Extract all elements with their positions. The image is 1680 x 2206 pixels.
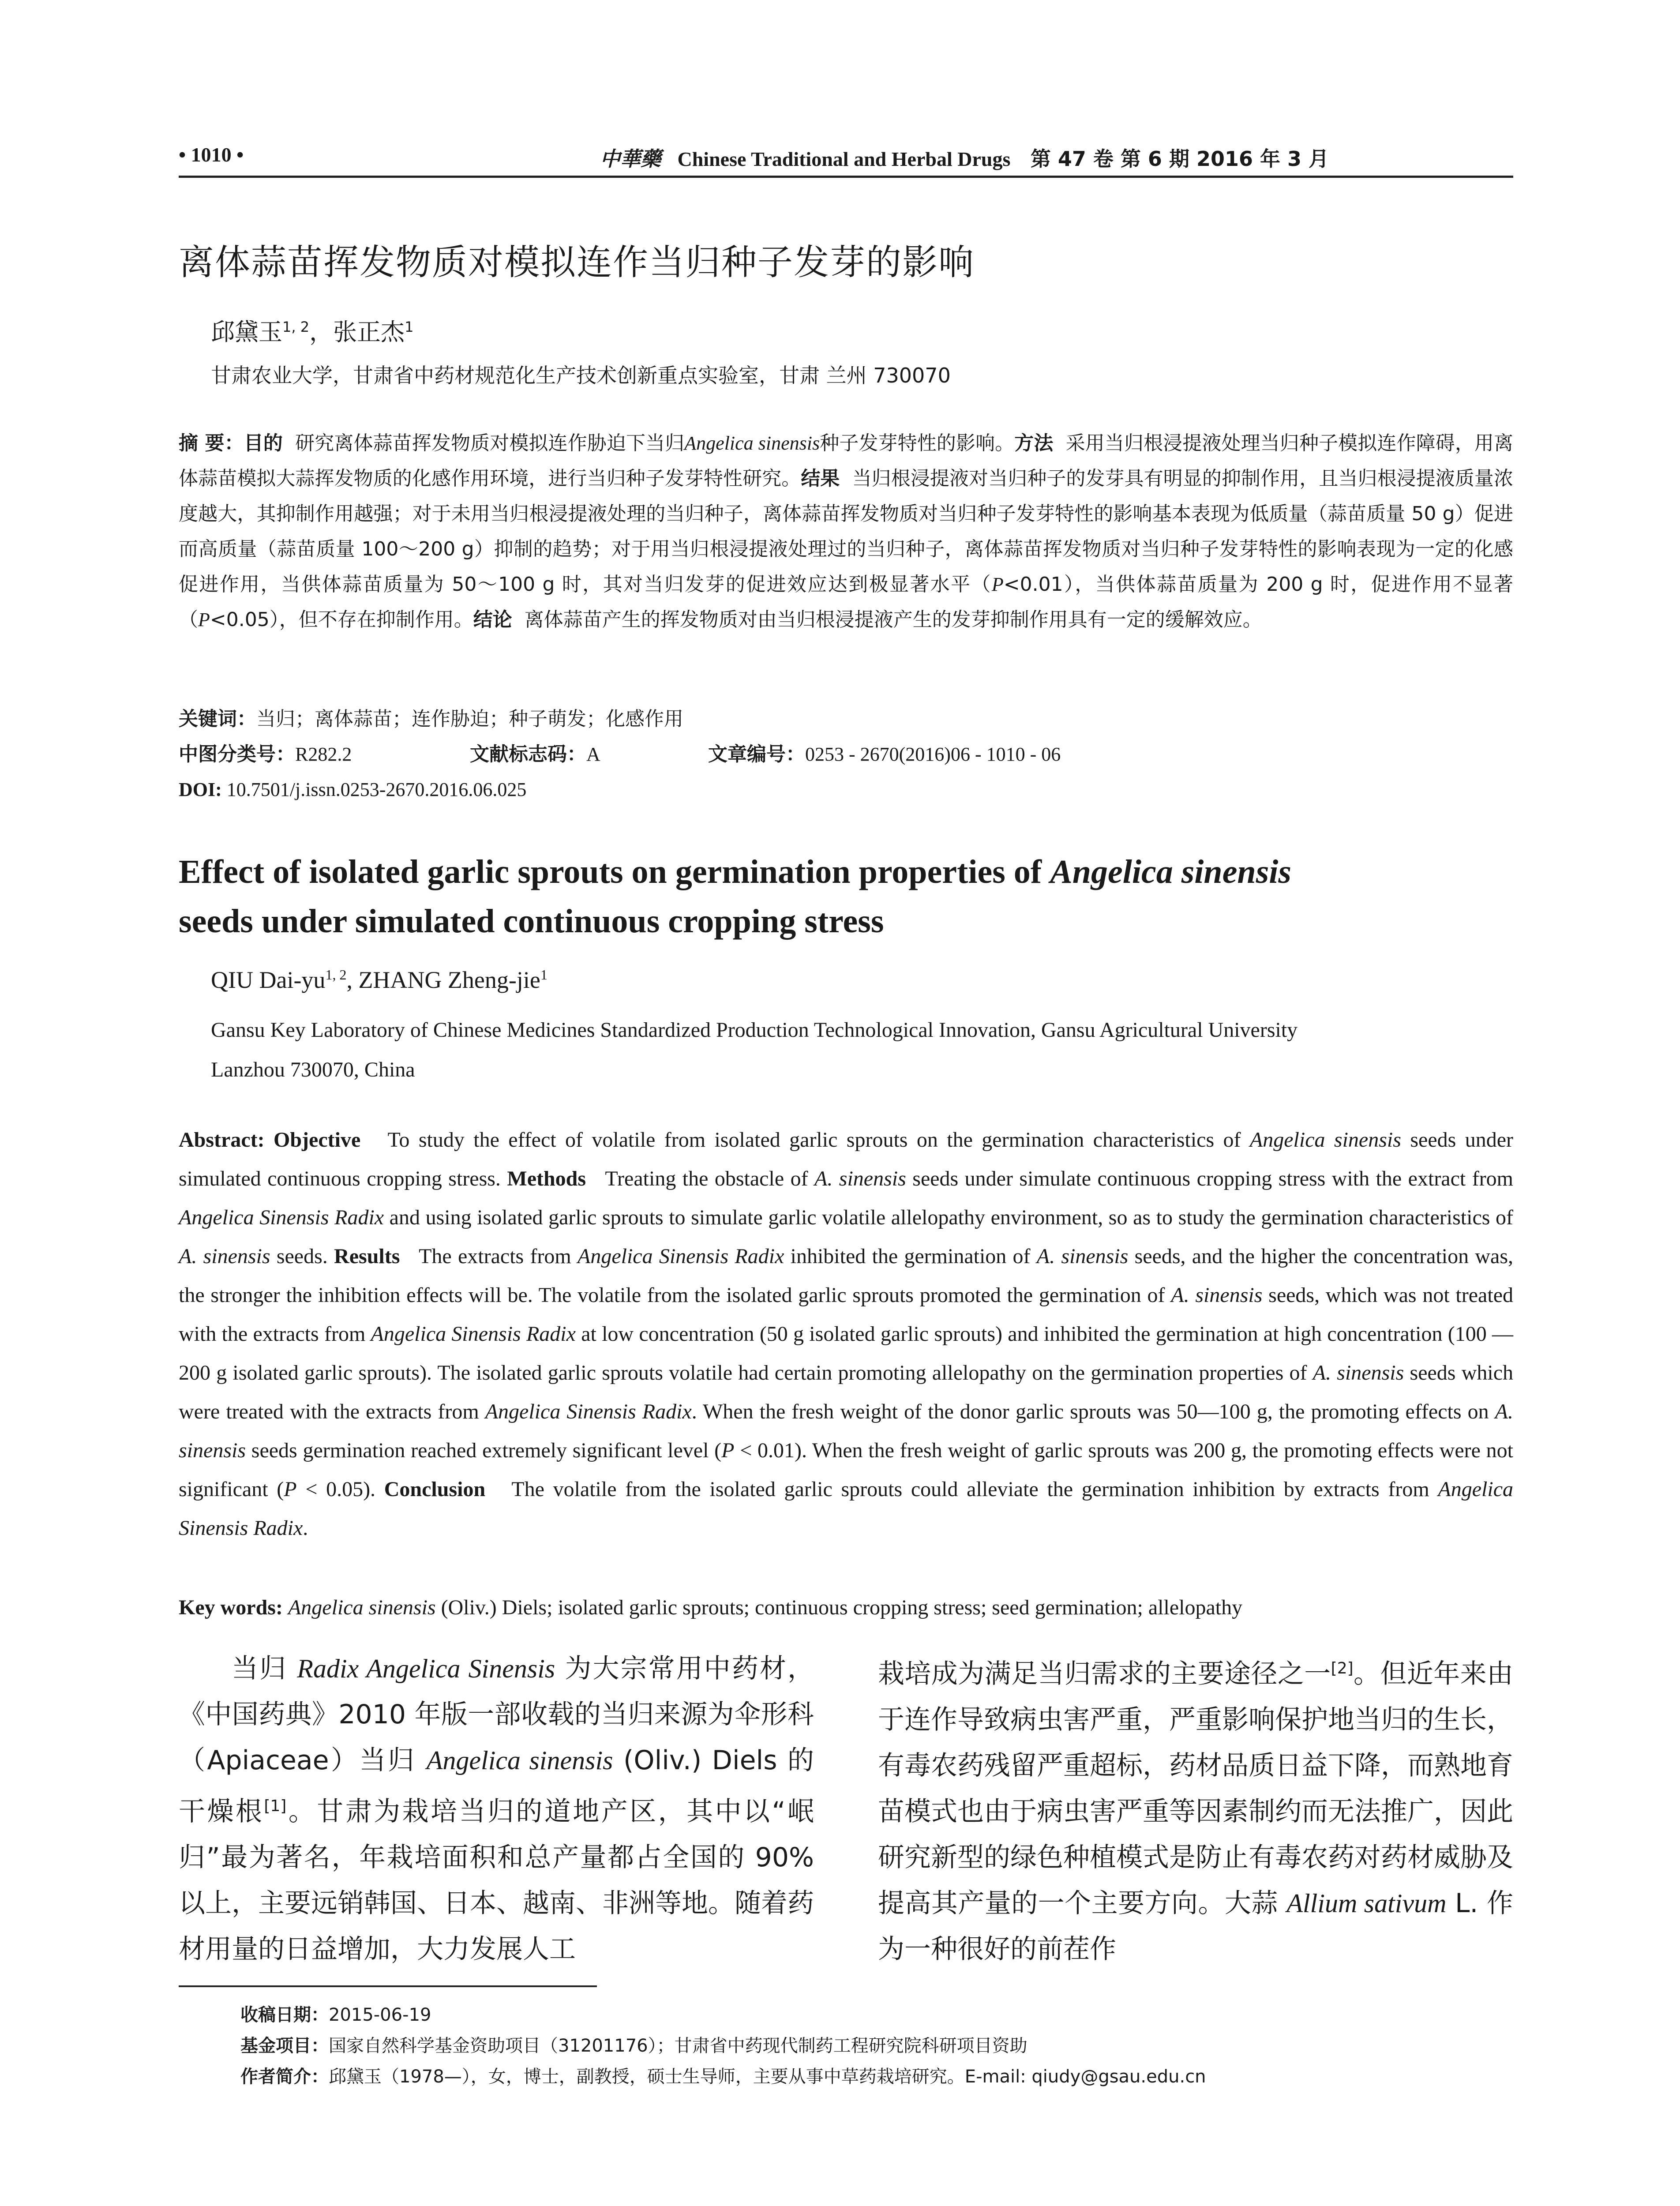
journal-issue: 第 47 卷 第 6 期 2016 年 3 月 [1030,147,1329,171]
en-title-species: Angelica sinensis [1050,853,1291,890]
footnote-author-bio [240,2063,1206,2088]
en-results-text-4: seeds, which was not treated with the extracts from [179,1283,1513,1346]
footnote-label: 收稿日期： [240,2005,329,2025]
cn-p-value-2: P [198,609,210,630]
cn-results-text: 当归根浸提液对当归种子的发芽具有明显的抑制作用，且当归根浸提液质量浓度越大，其抑制作用越强；对于未用当归根浸提液处理的当归种子，离体蒜苗挥发物质对当归种子发芽特性的影响基本表现为低质量（蒜苗质量 50 g）促进而高质量（蒜苗质量 100～200 g）抑制的趋势；对于用当归根浸提液处理过的当归种子，离体蒜苗挥发物质对当归种子发芽特性的影响表现为一定的化感促进作用，当供体蒜苗质量为 50～100 g 时，其对当归发芽的促进效应达到极显著水平（ [179,467,1514,596]
footnote-value: 国家自然科学基金资助项目（31201176）；甘肃省中药现代制药工程研究院科研项目资助 [329,2036,1028,2056]
en-objective-text-2: seeds under simulated continuous cropping stress. [179,1128,1513,1190]
journal-name: Chinese Traditional and Herbal Drugs [677,148,1011,170]
en-keywords-species: Angelica sinensis [288,1596,436,1619]
citation-ref: [2] [1331,1659,1354,1677]
footnote-label: 作者简介： [240,2067,329,2087]
en-radix: Angelica Sinensis Radix [179,1206,384,1229]
cn-results-text-3: <0.05），但不存在抑制作用。 [210,608,473,631]
en-title [179,847,1513,946]
en-conclusion-text: The volatile from the isolated garlic sprouts could alleviate the germination inhibition by extracts from [511,1478,1438,1501]
en-results-text-3: seeds, and the higher the concentration was, the stronger the inhibition effects will be. The volatile from the isolated garlic sprouts promoted the germination of [179,1245,1514,1307]
footnote-funding [240,2032,1028,2057]
article-no-label: 文章编号： [708,743,805,765]
en-title-part-2: seeds under simulated continuous cropping stress [179,903,884,940]
body-text: L. 作为一种很好的前茬作 [878,1888,1514,1965]
en-methods-label: Methods [507,1167,586,1190]
cn-conclusion-text: 离体蒜苗产生的挥发物质对由当归根浸提液产生的发芽抑制作用具有一定的缓解效应。 [524,608,1262,631]
body-species: Angelica sinensis [426,1746,613,1775]
cn-objective-label: 目的 [244,432,283,454]
clc-label: 中图分类号： [179,743,295,765]
en-species: A. sinensis [1312,1361,1404,1384]
en-author-2: , ZHANG Zheng-jie [346,967,540,993]
en-species: A. sinensis [1036,1245,1129,1268]
en-results-text-7: . When the fresh weight of the donor garlic sprouts was 50—100 g, the promoting effects on [691,1400,1495,1423]
cn-results-text-2: <0.01），当供体蒜苗质量为 200 g 时，促进作用不显著（ [179,573,1513,631]
page-number: • 1010 • [179,143,244,166]
en-results-text-6: seeds which were treated with the extracts from [179,1361,1514,1423]
cn-p-value-1: P [991,574,1004,595]
en-results-text-5: at low concentration (50 g isolated garlic sprouts) and inhibited the germination at high concentration (100 — 200 g isolated garlic sprouts). The isolated garlic sprouts volatile had certain promoting allelopathy on the germination properties of [179,1322,1514,1384]
en-methods-text-4: seeds. [270,1245,328,1268]
cn-title: 离体蒜苗挥发物质对模拟连作当归种子发芽的影响 [179,242,975,283]
en-species: A. sinensis [179,1245,270,1268]
doi-label: DOI: [179,779,222,800]
en-affiliation [211,1010,1517,1090]
en-abstract-label: Abstract: Objective [179,1128,361,1152]
en-p-value-1: P [721,1439,735,1462]
cn-objective-text-2: 种子发芽特性的影响。 [820,432,1015,454]
en-keywords-rest: (Oliv.) Diels; isolated garlic sprouts; continuous cropping stress; seed germination; allelopathy [435,1596,1243,1619]
cn-keywords-text: 当归；离体蒜苗；连作胁迫；种子萌发；化感作用 [256,708,683,730]
en-results-text: The extracts from [419,1245,578,1268]
en-species: Angelica sinensis [1249,1128,1401,1152]
doc-code-label: 文献标志码： [470,743,586,765]
cn-objective-species: Angelica sinensis [684,432,820,454]
citation-ref: [1] [264,1797,287,1815]
cn-abstract [179,426,1513,638]
en-radix: Angelica Sinensis Radix [179,1478,1514,1540]
body-column-right [878,1646,1513,1972]
en-author-1: QIU Dai-yu [211,967,326,993]
body-radix: Radix Angelica Sinensis [297,1654,555,1683]
en-title-part-1: Effect of isolated garlic sprouts on germination properties of [179,853,1050,890]
footnote-value: 2015-06-19 [329,2005,431,2025]
body-text: 。但近年来由于连作导致病虫害严重，严重影响保护地当归的生长，有毒农药残留严重超标，药材品质日益下降，而熟地育苗模式也由于病虫害严重等因素制约而无法推广，因此研究新型的绿色种植模式是防止有毒农药对药材威胁及提高其产量的一个主要方向。大蒜 [878,1658,1514,1919]
en-conclusion-label: Conclusion [384,1478,486,1501]
cn-methods-text: 采用当归根浸提液处理当归种子模拟连作障碍，用离体蒜苗模拟大蒜挥发物质的化感作用环境，进行当归种子发芽特性研究。 [179,432,1514,490]
body-text: 。甘肃为栽培当归的道地产区，其中以“岷归”最为著名，年栽培面积和总产量都占全国的 90%以上，主要远销韩国、日本、越南、非洲等地。随着药材用量的日益增加，大力发展人工 [179,1796,814,1965]
en-authors [211,966,548,994]
journal-header [600,143,1329,172]
doi-line [179,772,1513,807]
en-affiliation-line-1: Gansu Key Laboratory of Chinese Medicines Standardized Production Technological Innovation, Gansu Agricultural University [211,1018,1298,1042]
footnote-received [240,2001,431,2026]
footnote-label: 基金项目： [240,2036,329,2056]
cn-author-1-affil: 1, 2 [282,319,310,335]
cn-author-sep: ， [309,318,334,346]
cn-keywords [179,702,1513,737]
en-species: A. sinensis [179,1400,1513,1462]
en-keywords-label: Key words: [179,1596,283,1619]
footnote-value: 邱黛玉（1978—），女，博士，副教授，硕士生导师，主要从事中草药栽培研究。E-mail: qiudy@gsau.edu.cn [329,2067,1206,2087]
en-methods-text-3: and using isolated garlic sprouts to simulate garlic volatile allelopathy environment, so as to study the germination characteristics of [384,1206,1514,1229]
en-p-value-2: P [284,1478,297,1501]
en-author-2-affil: 1 [540,967,548,983]
body-text: 当归 [232,1653,297,1684]
cn-author-1: 邱黛玉 [211,318,282,346]
cn-results-label: 结果 [801,467,840,490]
en-radix: Angelica Sinensis Radix [485,1400,692,1423]
en-radix: Angelica Sinensis Radix [371,1322,576,1346]
clc-value: R282.2 [295,743,352,765]
en-methods-text: Treating the obstacle of [605,1167,815,1190]
doi-value: 10.7501/j.issn.0253-2670.2016.06.025 [226,779,527,800]
en-results-text-8: seeds germination reached extremely significant level ( [246,1439,722,1462]
en-affiliation-line-2: Lanzhou 730070, China [211,1058,415,1081]
en-radix: Angelica Sinensis Radix [578,1245,784,1268]
cn-author-2-affil: 1 [405,319,414,335]
en-methods-text-2: seeds under simulate continuous cropping stress with the extract from [906,1167,1514,1190]
en-author-1-affil: 1, 2 [325,967,347,983]
en-results-text-10: < 0.05). [296,1478,376,1501]
en-results-text-9: < 0.01). When the fresh weight of garlic sprouts was 200 g, the promoting effects were not significant ( [179,1439,1513,1501]
body-text: 为大宗常用中药材，《中国药典》2010 年版一部收载的当归来源为伞形科（Apiaceae）当归 [179,1653,814,1776]
en-species: A. sinensis [814,1167,906,1190]
body-text: 栽培成为满足当归需求的主要途径之一 [878,1658,1331,1689]
cn-authors [211,313,413,347]
running-header [179,140,1513,178]
cn-keywords-label: 关键词： [179,708,256,730]
journal-logo-cn: 中華藥 [600,147,661,171]
cn-conclusion-label: 结论 [473,608,512,631]
cn-classification [179,737,1513,772]
cn-methods-label: 方法 [1014,432,1054,454]
body-text: (Oliv.) Diels 的干燥根 [179,1745,814,1827]
en-results-text-2: inhibited the germination of [784,1245,1037,1268]
en-results-label: Results [334,1245,400,1268]
en-species: A. sinensis [1171,1283,1263,1307]
footnote-divider [179,1985,597,1987]
cn-affiliation: 甘肃农业大学，甘肃省中药材规范化生产技术创新重点实验室，甘肃 兰州 730070 [211,364,951,387]
en-abstract [179,1121,1513,1548]
cn-author-2: 张正杰 [333,318,405,346]
article-no-value: 0253 - 2670(2016)06 - 1010 - 06 [805,743,1061,765]
body-column-left [179,1646,814,1972]
en-keywords [179,1588,1513,1627]
cn-abstract-label: 摘 要： [179,432,244,454]
body-species: Allium sativum [1286,1889,1447,1918]
doc-code-value: A [586,743,600,765]
en-conclusion-end: . [303,1516,308,1540]
cn-objective-text: 研究离体蒜苗挥发物质对模拟连作胁迫下当归 [295,432,685,454]
en-objective-text: To study the effect of volatile from isolated garlic sprouts on the germination characteristics of [387,1128,1250,1152]
